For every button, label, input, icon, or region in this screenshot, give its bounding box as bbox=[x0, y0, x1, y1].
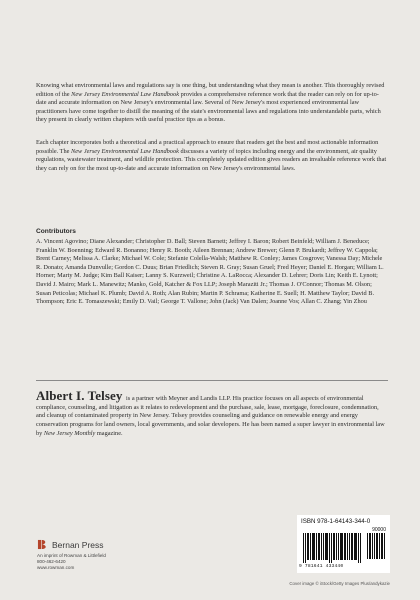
magazine-title-italic: New Jersey Monthly bbox=[43, 429, 96, 437]
description-text: discusses a variety of topics including energy and the environment, air quality regulations, wastewater treatment, and wildlife protection. This completely updated edition gives readers an invaluable reference work that they can rely on for the most up-to-date and accurate information on New Jersey's environmental laws. bbox=[36, 147, 387, 172]
price-code: 90000 bbox=[372, 527, 386, 533]
publisher-block bbox=[36, 538, 156, 571]
publisher-website: www.rowman.com bbox=[37, 565, 75, 570]
author-bio-text: is a partner with Meyner and Landis LLP. His practice focuses on all aspects of environmental compliance, counseling, and litigation as it relates to redevelopment and the purchase, sale, lease, mortgage, foreclosure, condemnation, and cleanup of contaminated property in New Jersey. Telsey provides counseling and guidance on renewable energy and energy conservation programs for land owners, local governments, and solar developers. He has been named a super lawyer in environmental law by bbox=[36, 395, 385, 437]
isbn-number: ISBN 978-1-64143-344-0 bbox=[301, 518, 371, 525]
author-bio bbox=[36, 388, 388, 439]
section-divider bbox=[36, 380, 388, 381]
publisher-imprint: An imprint of Rowman & Littlefield bbox=[37, 553, 106, 558]
description-paragraph-2 bbox=[36, 139, 388, 173]
book-title-italic: New Jersey Environmental Law Handbook bbox=[71, 147, 179, 155]
description-text: provides a comprehensive reference work that the reader can rely on for up-to-date and accurate information on New Jersey's environmental law. Several of New Jersey's most experienced environmental law practitioners have come together to distill the meaning of the state's environmental laws and regulations into understandable parts, which they present in clearly written chapters with useful practice tips as a bonus. bbox=[36, 90, 381, 124]
contributors-list: A. Vincent Agovino; Diane Alexander; Christopher D. Ball; Steven Barnett; Jeffrey I. Baron; Robert Beinfeld; William J. Beneduce; Franklin W. Boenning; Edward R. Bonanno; Henry R. Booth; Aileen Brennan; Andrew Brewer; Glenn P. Brukardt; Jeffrey W. Cappola; Brent Carney; Melissa A. Clarke; Michael W. Cole; Stefanie Colella-Walsh; Matthew R. Conley; James Cosgrove; Vanessa Day; Michele R. Donato; Amanda Dunvulle; Gordon C. Duus; Brian Friedlich; Steven R. Gray; Susan Gruel; Fred Heyer; Daniel E. Horgan; William L. Horner; Marty M. Judge; Kim Ball Kaiser; Lanny S. Kurzweil; Christine A. LaRocca; Alexander D. Lehrer; Doris Lin; Keith E. Lynott; David J. Mairo; Mark L. Manewitz; Manko, Gold, Katcher & Fox LLP; Joseph Maraziti Jr.; Thomas J. O'Connor; Thomas M. Olson; Susan Peticolas; Michael K. Plumb; David A. Roth; Alan Rubin; Martin P. Schrama; Katherine E. Suell; H. Matthew Taylor; David B. Thompson; Eric E. Tomaszewski; Emily D. Vail; George T. Vallone; John (Jack) Van Dalen; Joanne Vos; Allan C. Zhang; Yin Zhou bbox=[36, 238, 384, 306]
author-bio-text: magazine. bbox=[95, 429, 123, 437]
cover-image-credit: Cover image © iStock/Getty Images Plus/andykazie bbox=[289, 581, 390, 586]
publisher-phone: 800-462-6420 bbox=[37, 559, 66, 564]
author-name: Albert I. Telsey bbox=[36, 388, 123, 403]
publisher-name: Bernan Press bbox=[52, 539, 104, 550]
price-barcode-bars bbox=[367, 533, 385, 559]
description-text: Knowing what environmental laws and regulations say is one thing, but understanding what they mean is another. This thoroughly revised edition of the bbox=[36, 82, 385, 98]
contributors-heading: Contributors bbox=[36, 228, 76, 235]
ean-digits: 9 781641 433440 bbox=[299, 564, 344, 569]
book-title-italic: New Jersey Environmental Law Handbook bbox=[71, 90, 180, 98]
ean-barcode-bars bbox=[303, 533, 363, 563]
publisher-logo-icon bbox=[36, 538, 49, 551]
isbn-barcode bbox=[297, 515, 390, 573]
description-paragraph-1 bbox=[36, 82, 388, 125]
description-text: Each chapter incorporates both a theoretical and a practical approach to ensure that readers get the best and most actionable information possible. The bbox=[36, 139, 379, 155]
